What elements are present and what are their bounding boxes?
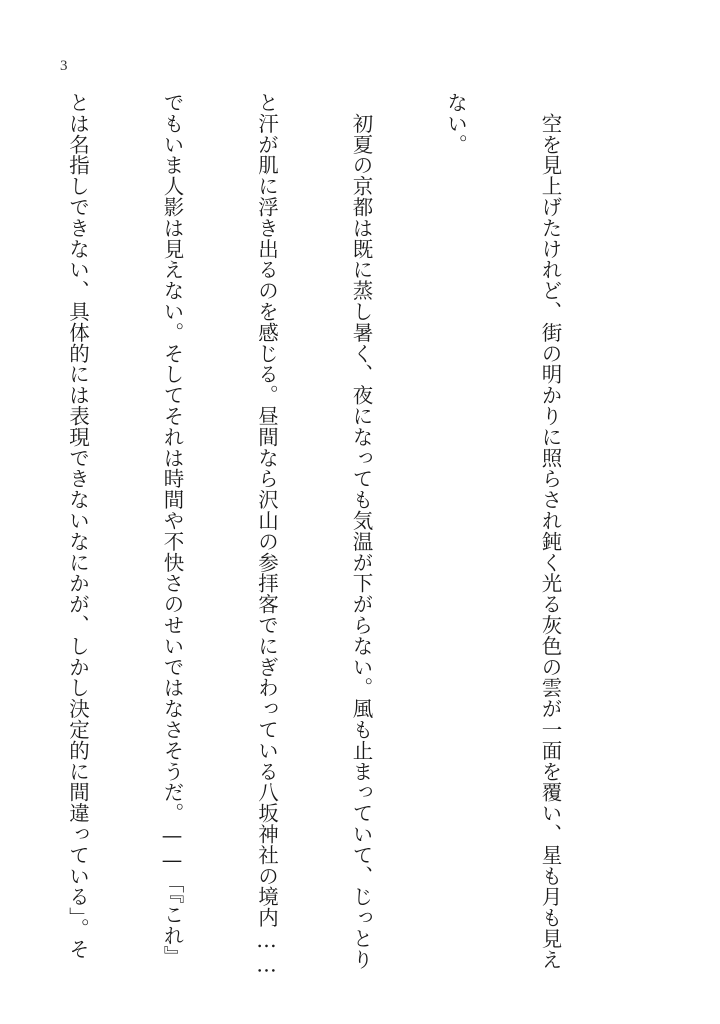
text-line: ない。 [443, 92, 468, 155]
text-line: でもいま人影は見えない。そしてそれは時間や不快さのせいではなさそうだ。——「『これ』 [160, 92, 184, 967]
text-line: とは名指しできない、具体的には表現できないなにかが、しかし決定的に間違っている」。そ [65, 92, 90, 960]
text-line: と汗が肌に浮き出るのを感じる。昼間なら沢山の参拝客でにぎわっている八坂神社の境内…… [254, 92, 279, 977]
text-line: 初夏の京都は既に蒸し暑く、夜になっても気温が下がらない。風も止まっていて、じっとり [349, 92, 373, 970]
body-text [0, 92, 628, 977]
page-number: 3 [60, 58, 68, 74]
text-line: 空を見上げたけれど、街の明かりに照らされ鈍く光る灰色の雲が一面を覆い、星も月も見え [538, 92, 562, 970]
